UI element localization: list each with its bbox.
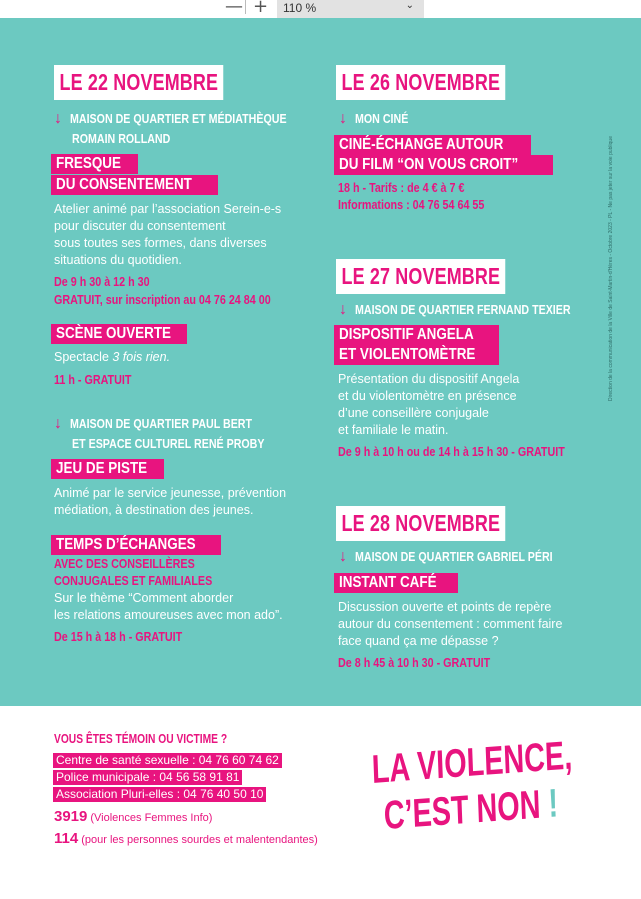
event-title-line: INSTANT CAFÉ bbox=[339, 574, 437, 591]
contact-line: Association Pluri-elles : 04 76 40 50 10 bbox=[53, 787, 266, 802]
event-desc-line: Animé par le service jeunesse, prévention bbox=[54, 486, 287, 500]
location-romain-rolland bbox=[54, 110, 334, 128]
zoom-out-button[interactable]: — bbox=[225, 0, 243, 17]
contact-line: Centre de santé sexuelle : 04 76 60 74 62 bbox=[53, 753, 282, 768]
event-sub-temps bbox=[54, 556, 218, 573]
viewer-toolbar bbox=[0, 0, 641, 18]
hotline-number: 3919 bbox=[54, 808, 88, 825]
hotline-number: 114 bbox=[54, 830, 79, 847]
event-desc-line: médiation, à destination des jeunes. bbox=[54, 503, 254, 517]
event-sub-temps-2 bbox=[54, 573, 238, 590]
event-time-text: De 9 h à 10 h ou de 14 h à 15 h 30 - GRATUIT bbox=[338, 445, 565, 459]
event-desc-line: sous toutes ses formes, dans diverses bbox=[54, 236, 267, 250]
event-time-text: 18 h - Tarifs : de 4 € à 7 € bbox=[338, 181, 465, 195]
event-desc-line: pour discuter du consentement bbox=[54, 219, 226, 233]
arrow-down-icon: ↓ bbox=[54, 415, 62, 432]
hotline-114 bbox=[54, 830, 318, 847]
location-line: MAISON DE QUARTIER GABRIEL PÉRI bbox=[355, 549, 553, 564]
location-line: MAISON DE QUARTIER PAUL BERT bbox=[70, 416, 253, 431]
location-line: MAISON DE QUARTIER FERNAND TEXIER bbox=[355, 302, 571, 317]
event-title-angela-2 bbox=[334, 345, 499, 365]
location-paul-bert bbox=[54, 415, 292, 433]
event-desc-line: et familiale le matin. bbox=[338, 423, 449, 437]
event-desc-scene bbox=[54, 349, 170, 366]
event-title-cafe bbox=[334, 573, 458, 593]
event-title-line: CINÉ-ÉCHANGE AUTOUR bbox=[339, 136, 504, 153]
location-line: MON CINÉ bbox=[355, 111, 409, 126]
witness-heading bbox=[54, 732, 265, 746]
location-romain-rolland-2 bbox=[72, 130, 192, 148]
arrow-down-icon: ↓ bbox=[54, 110, 62, 127]
event-desc-line: et du violentomètre en présence bbox=[338, 389, 517, 403]
program-panel bbox=[0, 18, 641, 706]
event-title-scene bbox=[51, 324, 187, 344]
event-title-temps bbox=[51, 535, 221, 555]
event-desc-line: Atelier animé par l’association Serein-e-s bbox=[54, 202, 282, 216]
event-title-cine-2 bbox=[334, 155, 553, 175]
chevron-down-icon: ⌄ bbox=[405, 0, 414, 11]
event-time-text: 11 h - GRATUIT bbox=[54, 373, 132, 387]
event-desc-line: Présentation du dispositif Angela bbox=[338, 372, 520, 386]
date-badge-28 bbox=[336, 506, 553, 541]
zoom-value: 110 % bbox=[283, 1, 317, 15]
event-desc-line: Discussion ouverte et points de repère bbox=[338, 600, 552, 614]
arrow-down-icon: ↓ bbox=[339, 301, 347, 318]
event-time-text: De 9 h 30 à 12 h 30 bbox=[54, 275, 150, 289]
event-title-line: TEMPS D’ÉCHANGES bbox=[56, 536, 196, 553]
event-title-line: SCÈNE OUVERTE bbox=[56, 325, 172, 342]
event-desc-line: les relations amoureuses avec mon ado”. bbox=[54, 608, 283, 622]
date-badge-22 bbox=[54, 65, 271, 100]
event-title-line: JEU DE PISTE bbox=[56, 460, 148, 477]
slogan-line-1: LA VIOLENCE, bbox=[371, 733, 573, 792]
event-time-fresque bbox=[54, 274, 165, 291]
event-info-text: Informations : 04 76 54 64 55 bbox=[338, 198, 485, 212]
date-22-label: LE 22 NOVEMBRE bbox=[54, 65, 224, 100]
event-time-text: De 15 h à 18 h - GRATUIT bbox=[54, 630, 183, 644]
zoom-in-button[interactable]: + bbox=[253, 0, 269, 17]
location-line: ET ESPACE CULTUREL RENÉ PROBY bbox=[72, 436, 265, 451]
event-desc-line: d’une conseillère conjugale bbox=[338, 406, 489, 420]
exclamation-mark: ! bbox=[547, 781, 559, 826]
event-title-fresque bbox=[51, 154, 138, 174]
event-time-temps bbox=[54, 629, 203, 646]
event-time-scene bbox=[54, 372, 144, 389]
event-title-line: ET VIOLENTOMÈTRE bbox=[339, 346, 476, 363]
date-26-label: LE 26 NOVEMBRE bbox=[336, 65, 506, 100]
location-fernand-texier bbox=[339, 301, 618, 319]
event-title-cine bbox=[334, 135, 531, 155]
event-desc-line: Sur le thème “Comment aborder bbox=[54, 591, 234, 605]
witness-heading-text: VOUS ÊTES TÉMOIN OU VICTIME ? bbox=[54, 732, 228, 746]
date-badge-26 bbox=[336, 65, 553, 100]
show-title: 3 fois rien. bbox=[112, 350, 171, 364]
credits-note: Direction de la communication de la Ville de Saint-Martin-d'Hères - Octobre 2023 - PL - Ne pas jeter sur la voie publique bbox=[608, 136, 614, 401]
hotline-desc: (Violences Femmes Info) bbox=[90, 812, 213, 824]
event-title-angela bbox=[334, 325, 499, 345]
event-desc-line: situations du quotidien. bbox=[54, 253, 182, 267]
location-line: MAISON DE QUARTIER ET MÉDIATHÈQUE bbox=[70, 111, 287, 126]
zoom-select[interactable] bbox=[277, 0, 424, 18]
event-desc-line: autour du consentement : comment faire bbox=[338, 617, 563, 631]
contact-line: Police municipale : 04 56 58 91 81 bbox=[53, 770, 242, 785]
event-subtitle-line: CONJUGALES ET FAMILIALES bbox=[54, 574, 213, 588]
toolbar-divider bbox=[245, 0, 246, 14]
arrow-down-icon: ↓ bbox=[339, 110, 347, 127]
event-subtitle-line: AVEC DES CONSEILLÈRES bbox=[54, 557, 195, 571]
location-gabriel-peri bbox=[339, 548, 596, 566]
event-title-line: DU CONSENTEMENT bbox=[56, 176, 192, 193]
event-title-line: DU FILM “ON VOUS CROIT” bbox=[339, 156, 519, 173]
event-info-fresque bbox=[54, 292, 306, 309]
event-desc-line: face quand ça me dépasse ? bbox=[338, 634, 499, 648]
event-title-fresque-2 bbox=[51, 175, 218, 195]
event-time-cafe bbox=[338, 655, 515, 672]
slogan-text: C’EST NON bbox=[383, 782, 542, 838]
location-mon-cine bbox=[339, 110, 420, 128]
location-line: ROMAIN ROLLAND bbox=[72, 131, 171, 146]
arrow-down-icon: ↓ bbox=[339, 548, 347, 565]
event-time-angela bbox=[338, 444, 602, 461]
event-info-cine bbox=[338, 197, 508, 214]
hotline-desc: (pour les personnes sourdes et malentendantes) bbox=[81, 834, 318, 846]
date-28-label: LE 28 NOVEMBRE bbox=[336, 506, 506, 541]
slogan-line-2 bbox=[383, 781, 559, 838]
date-badge-27 bbox=[336, 259, 553, 294]
event-title-line: DISPOSITIF ANGELA bbox=[339, 326, 474, 343]
event-title-jeu bbox=[51, 459, 164, 479]
event-title-line: FRESQUE bbox=[56, 155, 121, 172]
hotline-3919 bbox=[54, 808, 212, 825]
event-time-text: De 8 h 45 à 10 h 30 - GRATUIT bbox=[338, 656, 491, 670]
event-time-cine bbox=[338, 180, 485, 197]
event-info-text: GRATUIT, sur inscription au 04 76 24 84 00 bbox=[54, 293, 271, 307]
event-desc-text: Spectacle bbox=[54, 350, 113, 364]
date-27-label: LE 27 NOVEMBRE bbox=[336, 259, 506, 294]
location-paul-bert-2 bbox=[72, 435, 307, 453]
